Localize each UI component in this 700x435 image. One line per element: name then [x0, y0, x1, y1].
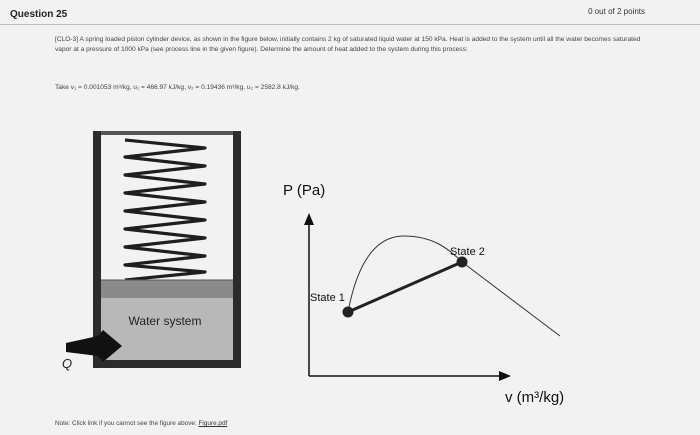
question-title: Question 25: [10, 9, 68, 20]
question-text: [CLO-3] A spring loaded piston cylinder device, as shown in the figure below, initially contains 2 kg of saturated liquid water at 150 kPa. Heat is added to the system until all the water becomes saturated vapor at a pressure of 1000 kPa (see process line in the given figure). Determine the amount of heat added to the system during this process:: [55, 36, 641, 53]
piston: [101, 280, 233, 298]
state-2-point: [457, 257, 468, 268]
figure-note: [55, 420, 227, 427]
process-line: [348, 262, 462, 312]
state-2-label: State 2: [450, 246, 485, 258]
cylinder-left-wall: [93, 131, 101, 368]
y-axis-label: P (Pa): [283, 182, 326, 199]
state-1-point: [343, 307, 354, 318]
water-system-label: Water system: [128, 314, 202, 328]
y-axis-arrow-icon: [304, 213, 314, 225]
water-region: [101, 298, 233, 360]
pv-diagram: [283, 182, 564, 406]
heat-label: Q: [62, 356, 73, 371]
note-text: Note: Click link if you cannot see the figure above:: [55, 420, 199, 427]
state-1-label: State 1: [310, 292, 345, 304]
cylinder-right-wall: [233, 131, 241, 368]
cylinder-bottom-wall: [93, 360, 241, 368]
points-status: 0 out of 2 points: [588, 7, 645, 16]
figure-pdf-link[interactable]: Figure.pdf: [198, 420, 228, 427]
spring-icon: [125, 140, 205, 280]
x-axis-label: v (m³/kg): [505, 389, 565, 406]
x-axis-arrow-icon: [499, 371, 511, 381]
piston-cylinder-device: [93, 131, 241, 368]
given-values: Take v₁ = 0.001053 m³/kg, u₁ = 466.97 kJ/kg, v₂ = 0.19436 m³/kg, u₂ = 2582.8 kJ/kg.: [55, 84, 300, 91]
cylinder-top-stop: [101, 131, 233, 135]
